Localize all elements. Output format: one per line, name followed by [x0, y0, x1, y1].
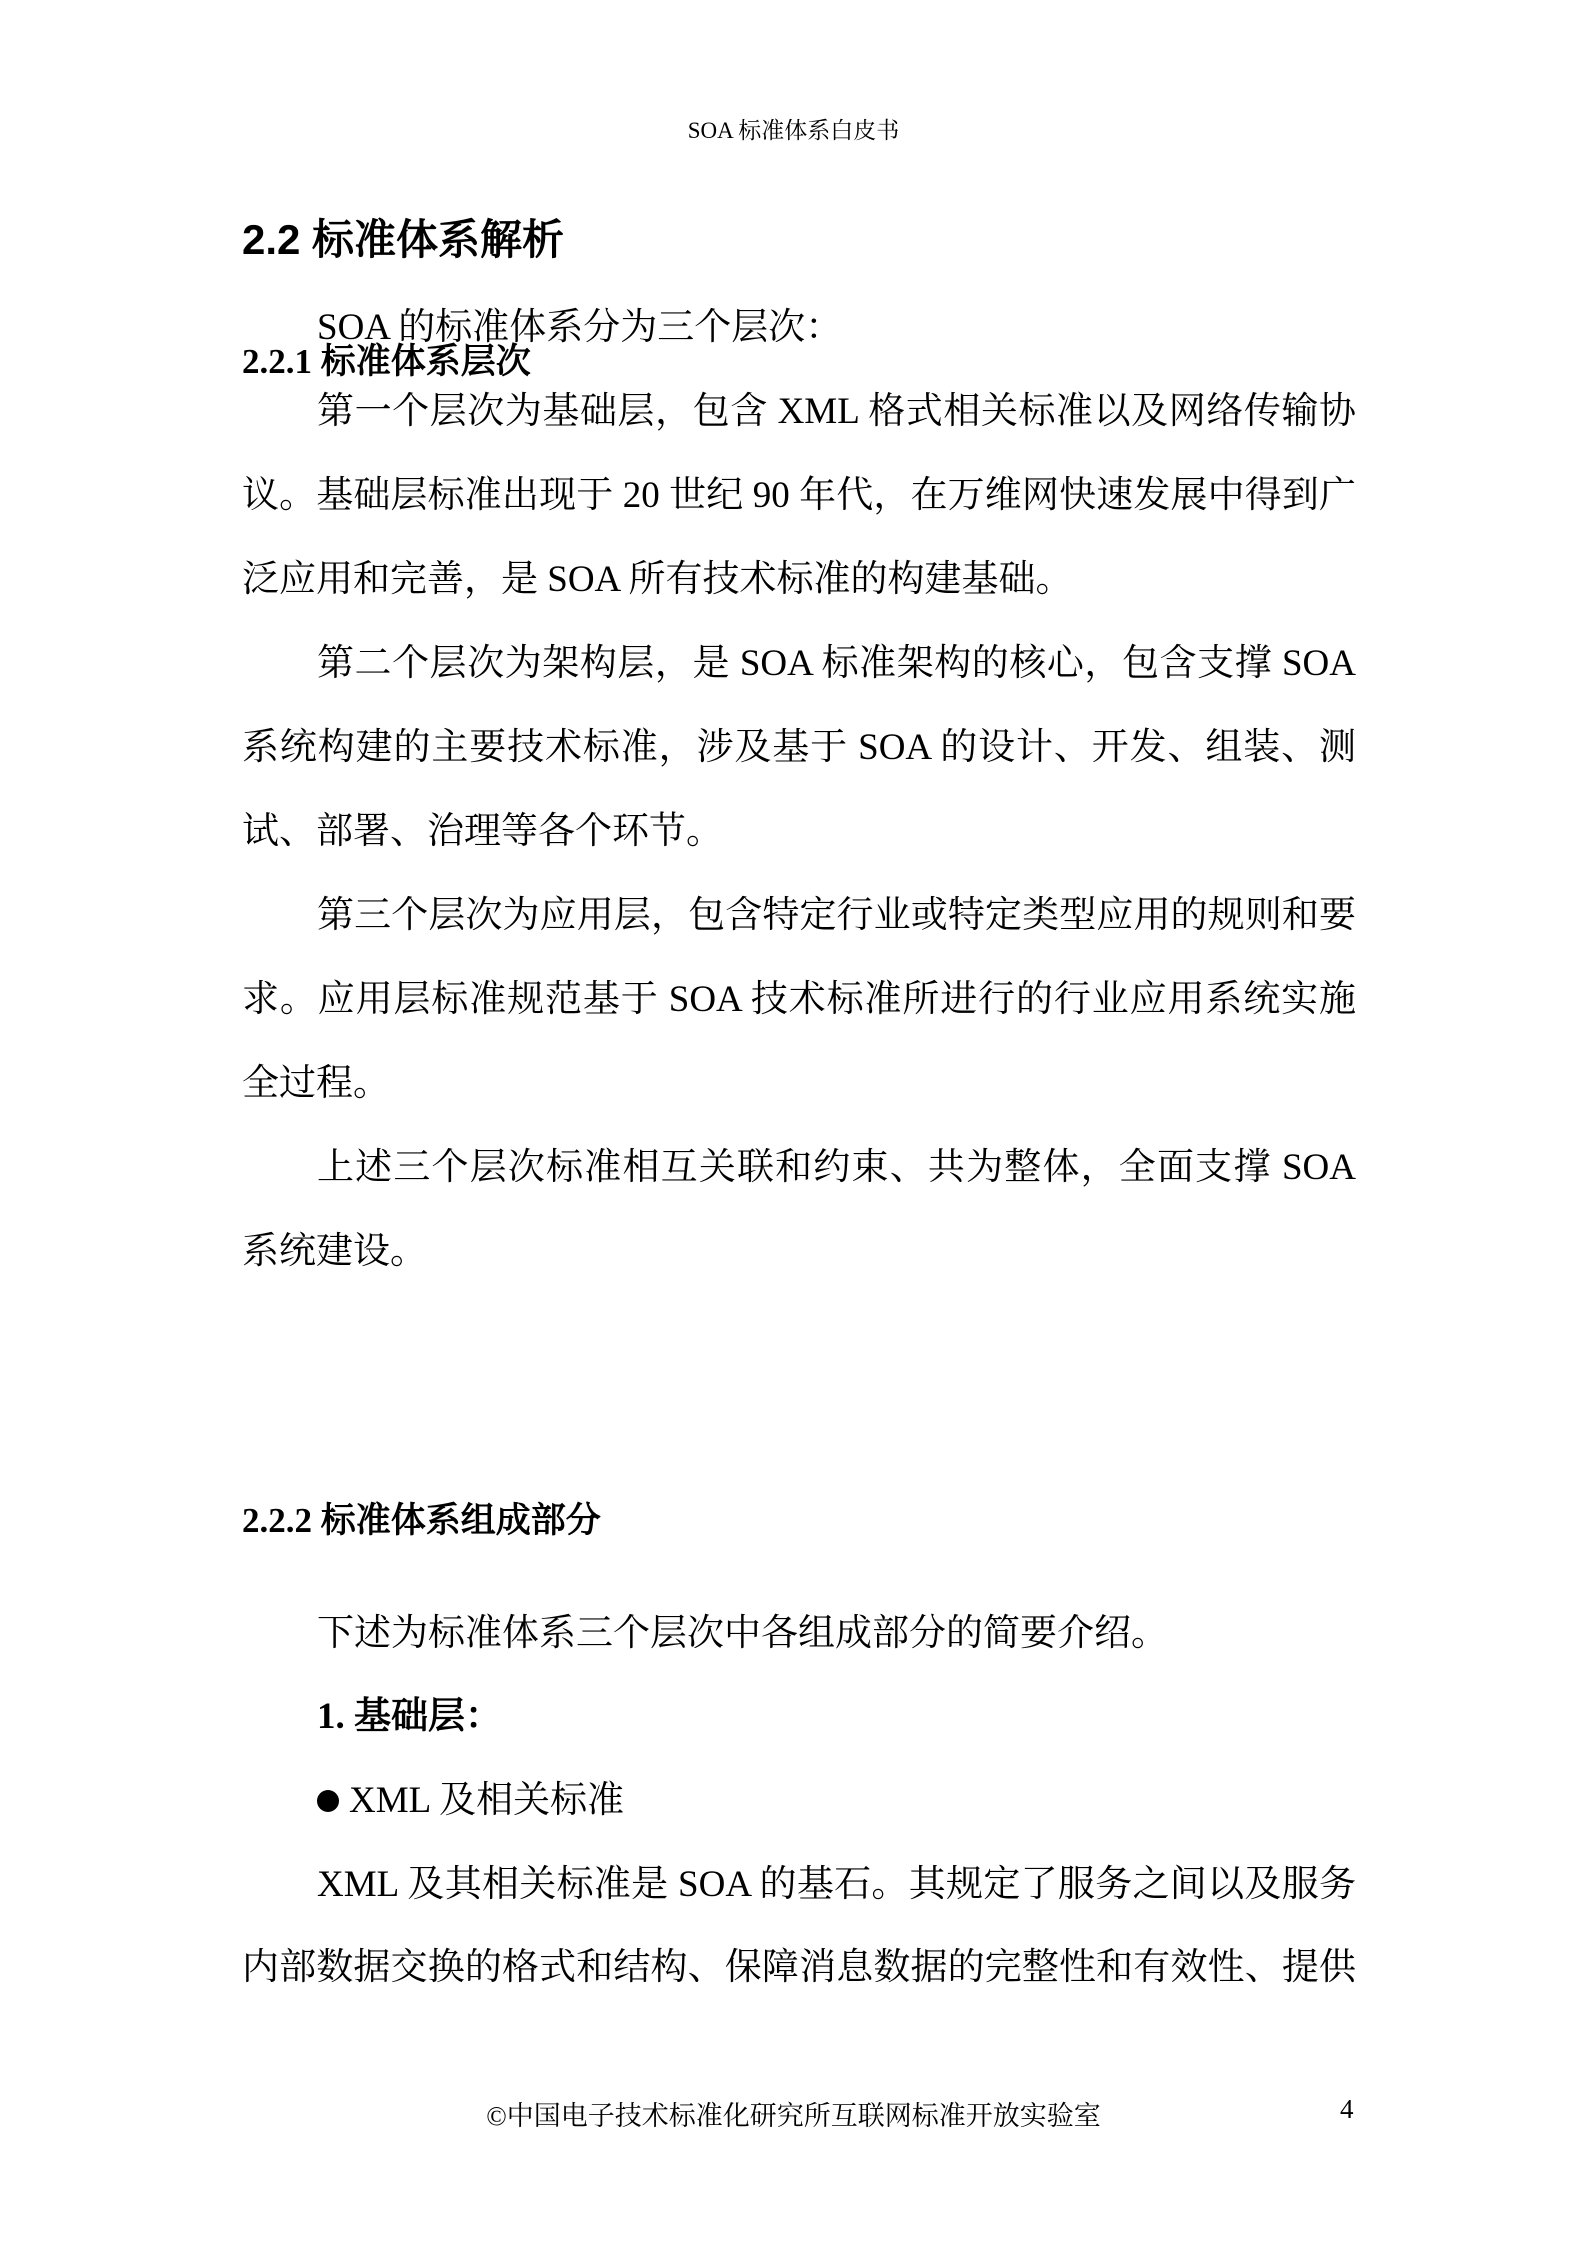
paragraph-line: 泛应用和完善，是 SOA 所有技术标准的构建基础。	[242, 559, 1073, 600]
paragraph-line: 系统建设。	[242, 1231, 427, 1272]
bullet-text: XML 及相关标准	[349, 1780, 625, 1821]
paragraph-line: 求。应用层标准规范基于 SOA 技术标准所进行的行业应用系统实施	[242, 979, 1356, 1020]
page-number: 4	[1340, 2094, 1354, 2124]
paragraph-line: 全过程。	[242, 1063, 390, 1104]
paragraph-line: 试、部署、治理等各个环节。	[242, 811, 723, 852]
bullet-item	[317, 1759, 1356, 1843]
paragraph-line: SOA 的标准体系分为三个层次：	[317, 307, 843, 348]
page-footer: ©中国电子技术标准化研究所互联网标准开放实验室	[486, 2101, 1101, 2131]
subsection-title-2: 2.2.2 标准体系组成部分	[242, 1501, 601, 1540]
paragraph-line: 系统构建的主要技术标准，涉及基于 SOA 的设计、开发、组装、测	[242, 727, 1356, 768]
page-header: SOA 标准体系白皮书	[687, 118, 900, 143]
paragraph-line: 第三个层次为应用层，包含特定行业或特定类型应用的规则和要	[317, 895, 1356, 936]
paragraph-line: XML 及其相关标准是 SOA 的基石。其规定了服务之间以及服务	[317, 1864, 1356, 1905]
paragraph-line: 内部数据交换的格式和结构、保障消息数据的完整性和有效性、提供	[242, 1947, 1356, 1988]
paragraph-line: 下述为标准体系三个层次中各组成部分的简要介绍。	[317, 1613, 1168, 1654]
bullet-icon	[317, 1790, 339, 1812]
paragraph-line: 上述三个层次标准相互关联和约束、共为整体，全面支撑 SOA	[317, 1147, 1356, 1188]
item-heading: 1. 基础层：	[317, 1696, 502, 1737]
subsection-title-1: 2.2.1 标准体系层次	[242, 342, 531, 381]
section-title: 2.2 标准体系解析	[242, 216, 565, 263]
paragraph-line: 第二个层次为架构层，是 SOA 标准架构的核心，包含支撑 SOA	[317, 643, 1356, 684]
paragraph-line: 第一个层次为基础层，包含 XML 格式相关标准以及网络传输协	[317, 391, 1356, 432]
paragraph-line: 议。基础层标准出现于 20 世纪 90 年代，在万维网快速发展中得到广	[242, 475, 1356, 516]
